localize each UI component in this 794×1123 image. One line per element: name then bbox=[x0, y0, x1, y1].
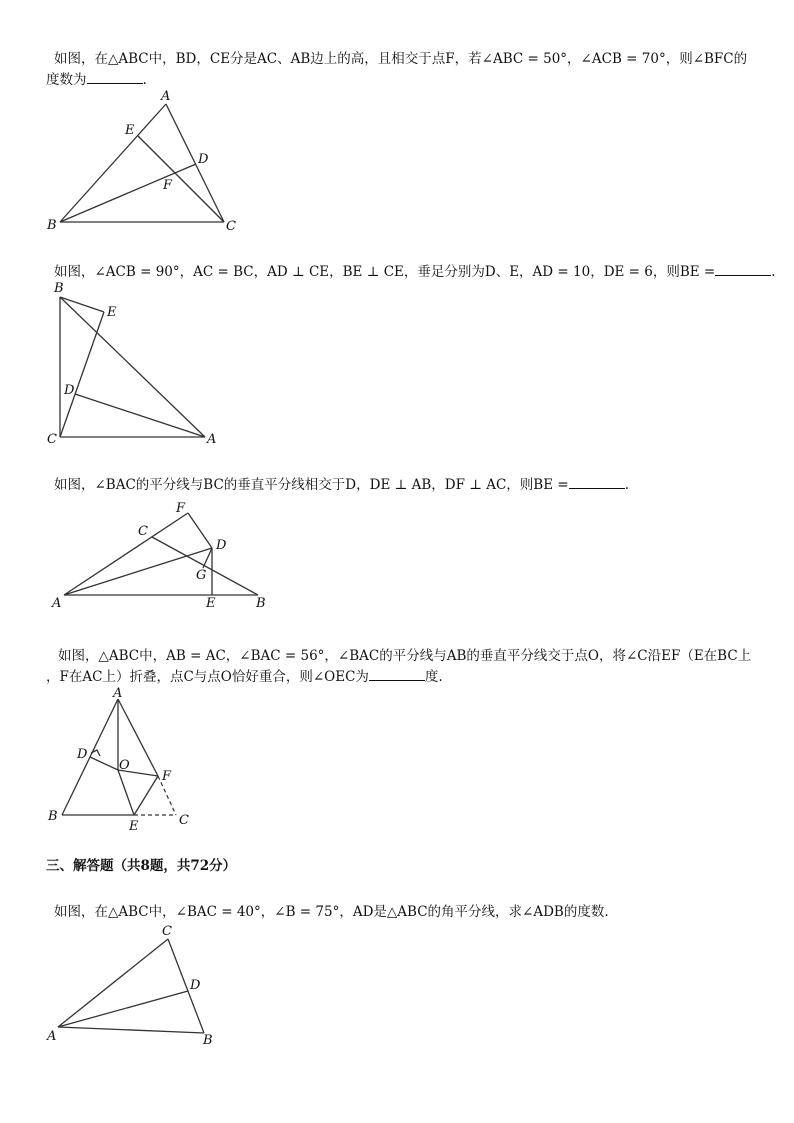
problem-1-prefix: 度数为 bbox=[46, 72, 87, 88]
figure-3-label-d: D bbox=[216, 538, 227, 553]
problem-2-suffix: . bbox=[771, 264, 776, 280]
figure-3-label-b: B bbox=[256, 596, 266, 611]
figure-4-label-d: D bbox=[77, 747, 88, 762]
problem-5-line-1: 如图，在△ABC中，∠BAC = 40°，∠B = 75°，AD是△ABC的角平分线，求∠ADB的度数. bbox=[54, 904, 609, 920]
figure-1-label-b: B bbox=[47, 218, 57, 233]
problem-2-stem: 如图，∠ACB = 90°，AC = BC，AD ⊥ CE，BE ⊥ CE，垂足分别为D、E，AD = 10，DE = 6，则BE = bbox=[54, 264, 716, 280]
problem-4-suffix: 度. bbox=[424, 669, 443, 685]
figure-4-label-o: O bbox=[119, 758, 130, 773]
problem-4-line-1: 如图，△ABC中，AB = AC，∠BAC = 56°，∠BAC的平分线与AB的垂直平分线交于点O，将∠C沿EF（E在BC上 bbox=[58, 648, 752, 664]
figure-5-label-c: C bbox=[162, 924, 172, 939]
figure-1-label-c: C bbox=[226, 219, 236, 234]
problem-3-stem: 如图，∠BAC的平分线与BC的垂直平分线相交于D，DE ⊥ AB，DF ⊥ AC，则BE = bbox=[54, 477, 569, 493]
figure-3-label-e: E bbox=[206, 596, 216, 611]
figure-5-label-d: D bbox=[190, 978, 201, 993]
problem-3-suffix: . bbox=[624, 477, 629, 493]
figure-2-label-c: C bbox=[47, 432, 57, 447]
figure-4-label-e: E bbox=[129, 819, 139, 834]
figure-3-label-f: F bbox=[176, 501, 186, 516]
figure-4-label-b: B bbox=[48, 809, 58, 824]
figure-4-figure bbox=[47, 686, 189, 834]
section-heading: 三、解答题（共8题，共72分） bbox=[46, 858, 237, 874]
figure-3-label-c: C bbox=[138, 524, 148, 539]
figure-2-label-e: E bbox=[107, 305, 117, 320]
figure-5-label-a: A bbox=[47, 1029, 57, 1044]
figure-5-label-b: B bbox=[203, 1033, 213, 1048]
figure-5-triangle bbox=[46, 924, 213, 1048]
figure-2-label-b: B bbox=[54, 281, 64, 296]
problem-1-suffix: . bbox=[142, 72, 147, 88]
figure-4-label-f: F bbox=[162, 769, 172, 784]
figure-2-label-d: D bbox=[64, 383, 75, 398]
figure-1-label-d: D bbox=[198, 152, 209, 167]
problem-1-line-1: 如图，在△ABC中，BD，CE分是AC、AB边上的高，且相交于点F，若∠ABC = 50°，∠ACB = 70°，则∠BFC的 bbox=[54, 51, 748, 67]
figure-3-figure bbox=[51, 501, 266, 611]
figure-1-triangle bbox=[46, 89, 236, 234]
figure-2-triangle bbox=[47, 281, 216, 447]
figure-2-label-a: A bbox=[207, 432, 217, 447]
figure-4-label-c: C bbox=[179, 813, 189, 828]
figure-4-label-a: A bbox=[113, 686, 123, 701]
figure-1-label-a: A bbox=[161, 89, 171, 104]
figure-1-label-f: F bbox=[163, 178, 173, 193]
figure-3-label-a: A bbox=[52, 596, 62, 611]
problem-4-prefix: ，F在AC上）折叠，点C与点O恰好重合，则∠OEC为 bbox=[46, 669, 369, 685]
figure-3-label-g: G bbox=[196, 568, 207, 583]
figure-1-label-e: E bbox=[125, 123, 135, 138]
